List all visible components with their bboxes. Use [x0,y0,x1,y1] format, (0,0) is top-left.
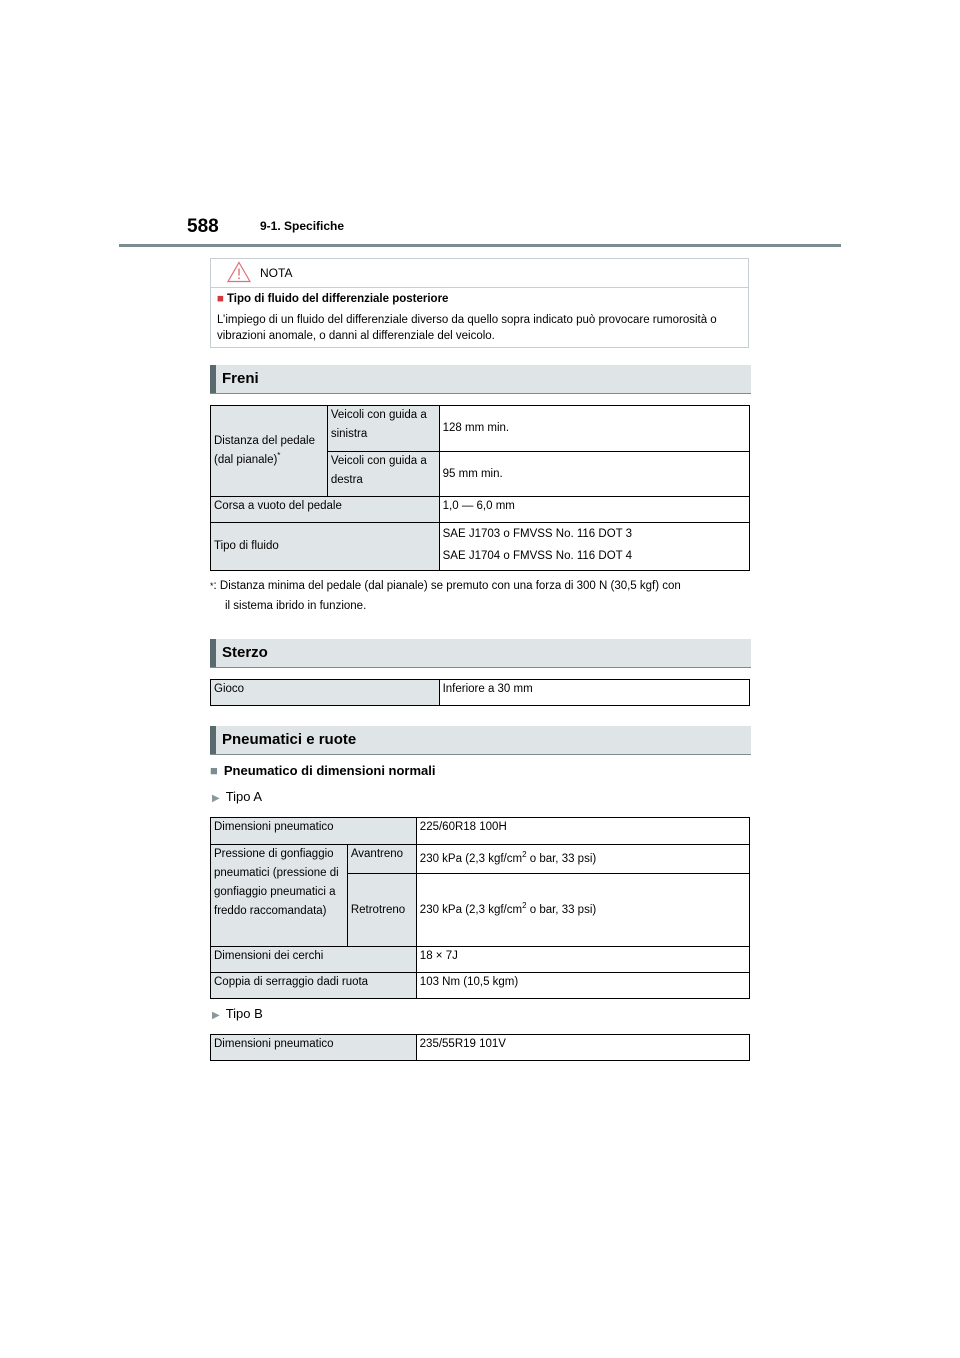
section-band-title: Pneumatici e ruote [222,731,357,748]
note-header [211,259,748,288]
tire-size-label: Dimensioni pneumatico [211,818,417,845]
free-play-label: Corsa a vuoto del pedale [211,497,440,523]
rim-size-value: 18 × 7J [416,947,749,973]
triangle-bullet-icon: ▶ [212,1010,220,1021]
tire-table-type-b [210,1034,750,1061]
brakes-table [210,405,750,571]
right-drive-label: Veicoli con guida a destra [327,452,439,497]
triangle-bullet-icon: ▶ [212,793,220,804]
section-band-sterzo [210,639,751,668]
tire-size-value: 235/55R19 101V [416,1035,749,1061]
front-pressure-value: 230 kPa (2,3 kgf/$cm^2$ o bar, 33 psi) [416,845,749,874]
footnote: *: Distanza minima del pedale (dal pianale) se premuto con una forza di 300 N (30,5 kgf) con il sistema ibrido in funzione. [210,580,681,612]
square-bullet-icon: ■ [217,293,224,305]
note-title: NOTA [260,266,293,280]
page-number: 588 [187,216,219,237]
right-drive-value: 95 mm min. [439,452,749,497]
left-drive-value: 128 mm min. [439,406,749,452]
section-band-freni [210,365,751,394]
tire-pressure-label: Pressione di gonfiaggio pneumatici (pressione di gonfiaggio pneumatici a freddo raccomandata) [211,845,348,947]
steering-play-label: Gioco [211,680,440,706]
torque-value: 103 Nm (10,5 kgm) [416,973,749,999]
note-box [210,258,749,348]
square-bullet-icon: ■ [210,763,218,778]
tire-size-label: Dimensioni pneumatico [211,1035,417,1061]
torque-label: Coppia di serraggio dadi ruota [211,973,417,999]
steering-table [210,679,750,706]
tire-table-type-a [210,817,750,999]
steering-play-value: Inferiore a 30 mm [439,680,749,706]
type-b-heading: ▶ Tipo B [212,1006,263,1021]
type-a-heading: ▶ Tipo A [212,789,263,804]
pedal-distance-label: Distanza del pedale (dal pianale)* [211,406,328,497]
section-band-title: Sterzo [222,644,268,661]
rear-pressure-value: 230 kPa (2,3 kgf/$cm^2$ o bar, 33 psi) [416,874,749,947]
note-subtitle: ■ Tipo di fluido del differenziale posteriore [217,293,449,305]
header-divider [119,244,841,247]
fluid-type-value: SAE J1703 o FMVSS No. 116 DOT 3 SAE J1704 o FMVSS No. 116 DOT 4 [439,523,749,571]
section-band-title: Freni [222,370,259,387]
left-drive-label: Veicoli con guida a sinistra [327,406,439,452]
warning-triangle-icon [227,261,251,283]
front-axle-label: Avantreno [347,845,416,874]
section-band-pneumatici [210,726,751,755]
rear-axle-label: Retrotreno [347,874,416,947]
rim-size-label: Dimensioni dei cerchi [211,947,417,973]
fluid-type-label: Tipo di fluido [211,523,440,571]
tire-size-subheading: ■ Pneumatico di dimensioni normali [210,763,436,778]
section-title: 9-1. Specifiche [260,219,345,233]
note-body: L’impiego di un fluido del differenziale diverso da quello sopra indicato può provocare rumorosità o vibrazioni anomale, o danni al differenziale del veicolo. [217,314,717,342]
tire-size-value: 225/60R18 100H [416,818,749,845]
free-play-value: 1,0 — 6,0 mm [439,497,749,523]
